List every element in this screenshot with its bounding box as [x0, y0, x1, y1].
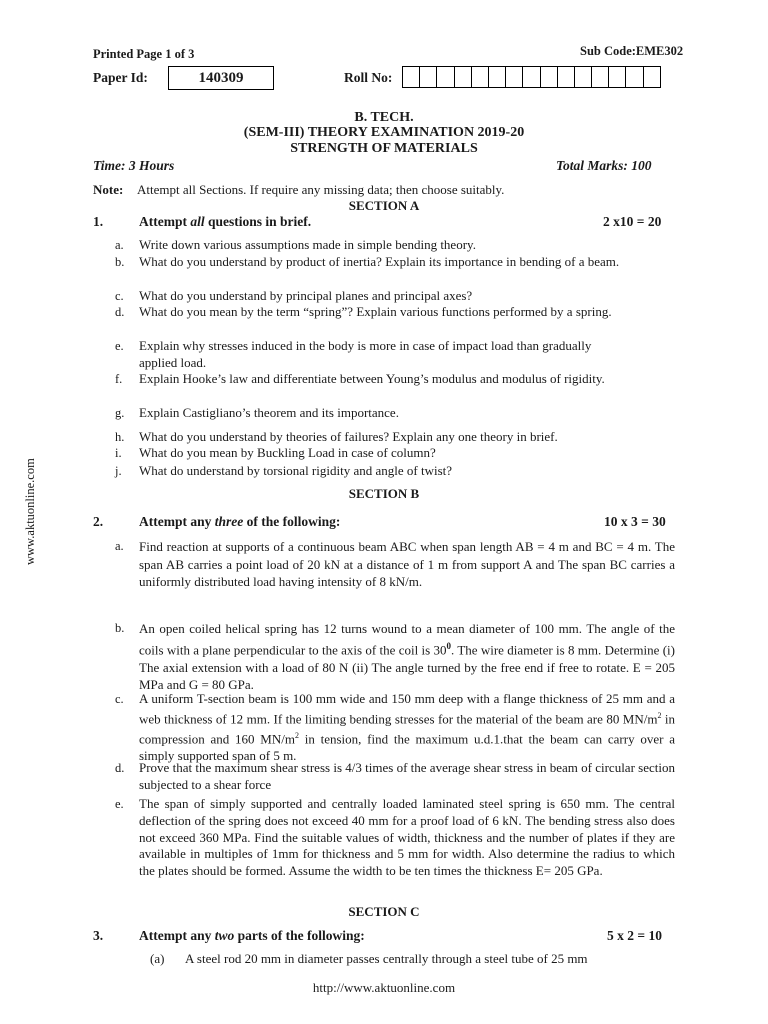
instruction-text: parts of the following: [234, 928, 365, 943]
item-label: a. [115, 238, 124, 252]
roll-digit-box[interactable] [419, 66, 437, 88]
roll-digit-box[interactable] [574, 66, 592, 88]
item-text: in tension, find the maximum u.d.1.that the beam can carry over a simply supported span of 5 m. [139, 731, 675, 764]
question-item: What do you mean by Buckling Load in case of column? [139, 445, 436, 460]
roll-digit-box[interactable] [591, 66, 609, 88]
question-item: The span of simply supported and centrally loaded laminated steel spring is 650 mm. The central deflection of the spring does not exceed 40 mm for a proof load of 6 kN. The bending stress also does not exceed 360 MPa. Find the suitable values of width, thickness and the number of plates if they are available in multiples of 1mm for thickness and 5 mm for width. Also determine the radius to which the plates should be formed. Assume the width to be ten times the thickness E= 205 GPa. [139, 796, 675, 879]
question-item [139, 620, 675, 694]
superscript: 2 [294, 730, 299, 740]
question-item: Prove that the maximum shear stress is 4/3 times of the average shear stress in beam of circular section subjected to a shear force [139, 760, 675, 792]
exam-title: (SEM-III) THEORY EXAMINATION 2019-20 [243, 125, 525, 140]
question-item: What do you understand by principal planes and principal axes? [139, 288, 473, 303]
instruction-text: of the following: [243, 514, 341, 529]
instruction-text: Attempt any [139, 928, 215, 943]
section-b-heading: SECTION B [348, 486, 420, 501]
question-marks: 10 x 3 = 30 [604, 514, 666, 529]
section-c-heading: SECTION C [348, 904, 420, 919]
superscript: 0 [446, 640, 451, 651]
item-label: i. [115, 446, 122, 460]
roll-digit-box[interactable] [471, 66, 489, 88]
roll-digit-box[interactable] [540, 66, 558, 88]
question-instruction [139, 514, 340, 530]
item-label: j. [115, 464, 122, 478]
instruction-text: Attempt [139, 214, 191, 229]
roll-digit-box[interactable] [488, 66, 506, 88]
roll-digit-box[interactable] [402, 66, 420, 88]
paper-id-label: Paper Id: [93, 70, 148, 85]
superscript: 2 [657, 710, 662, 720]
item-label: b. [115, 621, 125, 635]
item-label: (a) [150, 951, 165, 966]
instruction-text: questions in brief. [204, 214, 312, 229]
item-text: in compression and 160 MN/m [139, 711, 675, 747]
note-label: Note: [93, 182, 124, 197]
note-text: Attempt all Sections. If require any missing data; then choose suitably. [137, 182, 505, 197]
question-item: Explain Castigliano’s theorem and its importance. [139, 405, 399, 420]
question-number: 1. [93, 214, 104, 229]
roll-digit-box[interactable] [625, 66, 643, 88]
footer-link[interactable]: http://www.aktuonline.com [312, 980, 456, 995]
item-label: b. [115, 255, 125, 269]
question-marks: 2 x10 = 20 [603, 214, 662, 229]
question-item: What do you understand by theories of failures? Explain any one theory in brief. [139, 429, 558, 444]
roll-digit-box[interactable] [436, 66, 454, 88]
item-label: e. [115, 797, 124, 811]
time-allowed: Time: 3 Hours [93, 158, 175, 173]
subject-code: Sub Code:EME302 [580, 44, 684, 58]
question-instruction [139, 928, 365, 944]
question-item: What do you mean by the term “spring”? Explain various functions performed by a spring. [139, 304, 612, 319]
question-item: A steel rod 20 mm in diameter passes centrally through a steel tube of 25 mm [185, 951, 588, 966]
question-item: What do understand by torsional rigidity and angle of twist? [139, 463, 453, 478]
item-label: d. [115, 761, 125, 775]
question-marks: 5 x 2 = 10 [607, 928, 662, 943]
item-label: h. [115, 430, 125, 444]
course-title: B. TECH. [354, 110, 414, 125]
roll-digit-box[interactable] [557, 66, 575, 88]
item-label: a. [115, 539, 124, 553]
question-item: What do you understand by product of inertia? Explain its importance in bending of a beam. [139, 254, 620, 269]
question-number: 3. [93, 928, 104, 943]
roll-digit-box[interactable] [643, 66, 661, 88]
item-label: e. [115, 339, 124, 353]
roll-digit-box[interactable] [454, 66, 472, 88]
roll-digit-box[interactable] [522, 66, 540, 88]
side-watermark: www.aktuonline.com [23, 458, 37, 565]
question-item: Find reaction at supports of a continuous beam ABC when span length AB = 4 m and BC = 4 m. The span AB carries a point load of 20 kN at a distance of 1 m from support A and The span BC carries a uniformly distributed load having intensity of 8 kN/m. [139, 539, 675, 590]
instruction-text: Attempt any [139, 514, 215, 529]
question-number: 2. [93, 514, 104, 529]
instruction-emphasis: three [214, 514, 244, 529]
roll-no-label: Roll No: [344, 70, 393, 85]
roll-digit-box[interactable] [505, 66, 523, 88]
item-label: c. [115, 692, 124, 706]
item-text: An open coiled helical spring has 12 turns wound to a mean diameter of 100 mm. The angle of the coils with a plane perpendicular to the axis of the coil is 30 [139, 621, 675, 657]
instruction-emphasis: two [214, 928, 235, 943]
item-text: . The wire diameter is 8 mm. Determine (i) The axial extension with a load of 80 N (ii) The angle turned by the free end if free to rotate. E = 205 MPa and G = 80 GPa. [139, 641, 676, 693]
roll-number-boxes[interactable] [403, 66, 661, 88]
question-item: Explain Hooke’s law and differentiate between Young’s modulus and modulus of rigidity. [139, 371, 605, 386]
item-label: f. [115, 372, 123, 386]
item-text: A uniform T-section beam is 100 mm wide and 150 mm deep with a flange thickness of 25 mm and a web thickness of 12 mm. If the limiting bending stresses for the material of the beam are 80 MN/m [139, 691, 675, 727]
item-label: g. [115, 406, 125, 420]
subject-title: STRENGTH OF MATERIALS [290, 141, 478, 156]
question-instruction [139, 214, 311, 230]
item-label: c. [115, 289, 124, 303]
item-label: d. [115, 305, 125, 319]
paper-id-box: 140309 [168, 66, 274, 90]
question-item [139, 691, 675, 765]
question-item: Explain why stresses induced in the body is more in case of impact load than gradually applied load. [139, 338, 592, 370]
printed-page: Printed Page 1 of 3 [93, 47, 195, 61]
total-marks: Total Marks: 100 [556, 158, 652, 173]
roll-digit-box[interactable] [608, 66, 626, 88]
section-a-heading: SECTION A [348, 198, 420, 213]
question-item: Write down various assumptions made in simple bending theory. [139, 237, 476, 252]
instruction-emphasis: all [190, 214, 205, 229]
